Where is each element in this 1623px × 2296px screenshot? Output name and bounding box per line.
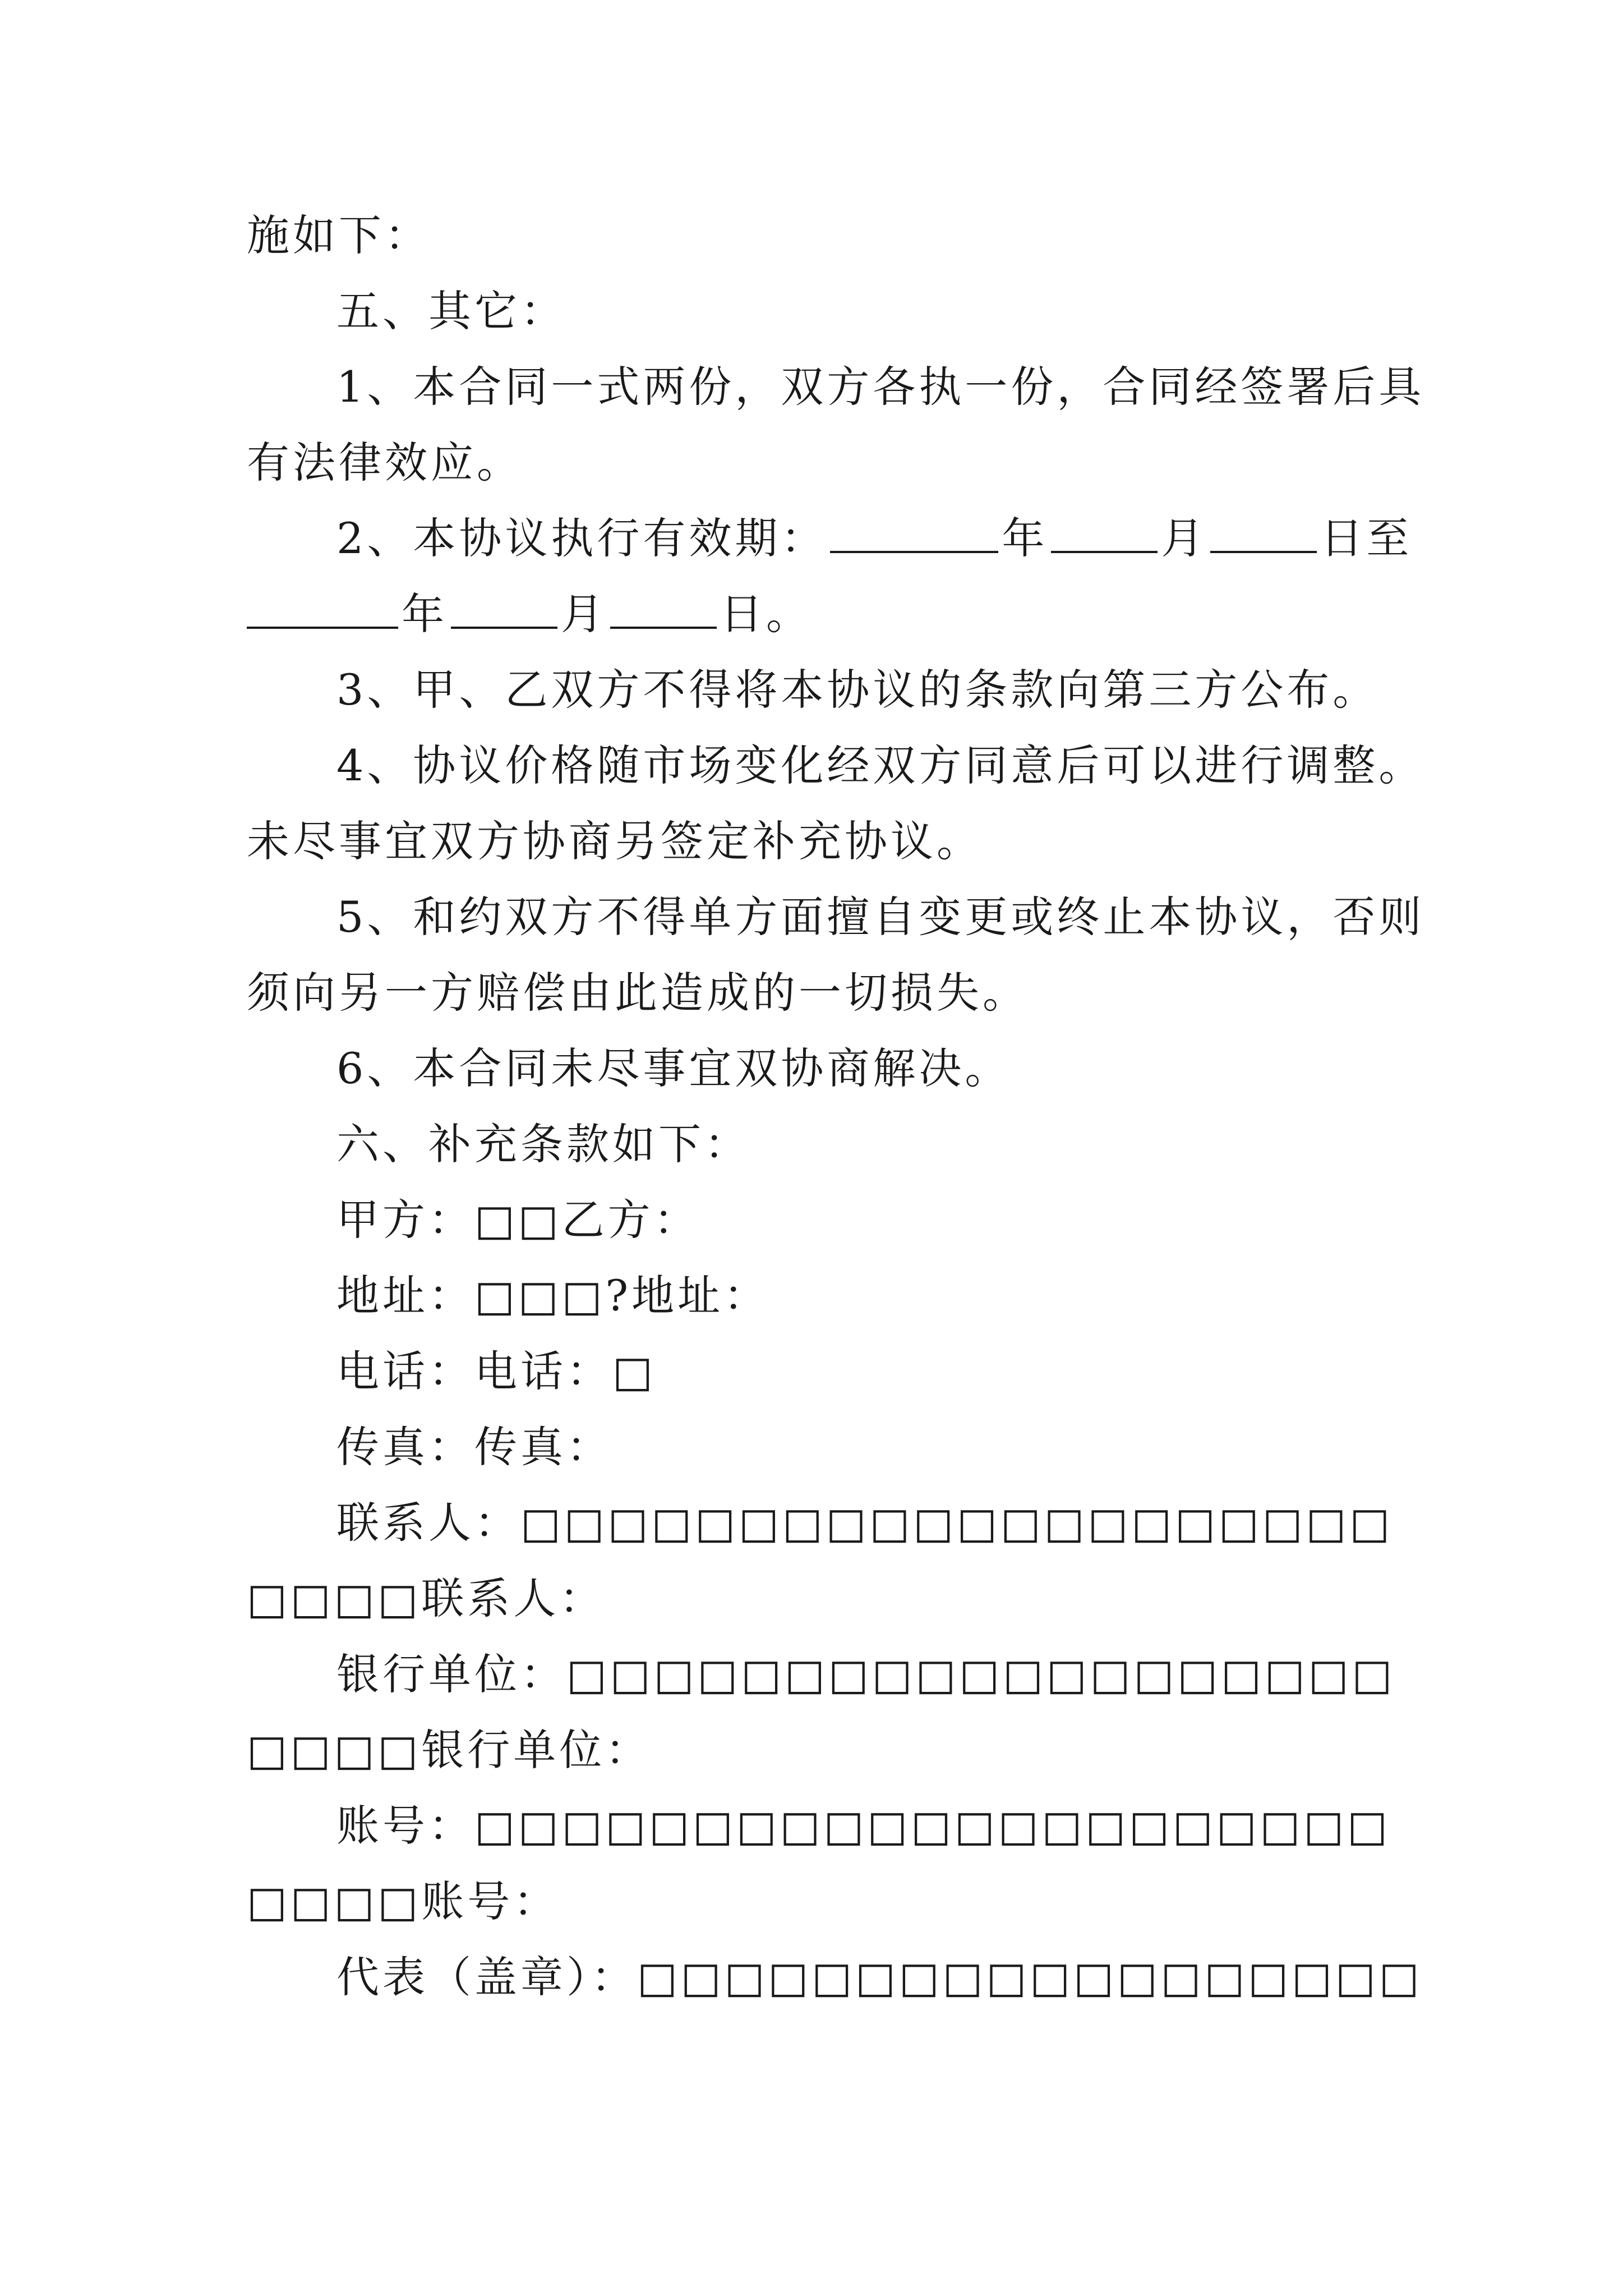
- bank-line: [336, 1646, 1395, 1703]
- paragraph-line: [247, 965, 1029, 1021]
- blank-end-year-field[interactable]: [247, 587, 398, 629]
- line-text: 年: [402, 589, 448, 639]
- line-text: 施如下：: [247, 210, 431, 260]
- line-text: 五、其它：: [336, 286, 566, 336]
- paragraph-line: [336, 738, 1424, 794]
- blank-end-day-field[interactable]: [610, 587, 717, 629]
- line-text: 电话：电话：□: [336, 1346, 656, 1396]
- blank-month-field[interactable]: [1051, 512, 1158, 553]
- line-text: 账号：□□□□□□□□□□□□□□□□□□□□□: [336, 1801, 1391, 1851]
- section-heading-supplementary: [336, 1116, 750, 1172]
- line-text: 地址：□□□?地址：: [336, 1271, 770, 1320]
- line-text: □□□□银行单位：: [247, 1725, 652, 1775]
- blank-day-field[interactable]: [1210, 512, 1317, 553]
- section-heading-others: [336, 283, 566, 339]
- blank-end-month-field[interactable]: [451, 587, 557, 629]
- line-text: 未尽事宜双方协商另签定补充协议。: [247, 816, 983, 866]
- line-text: 年: [1002, 513, 1048, 563]
- paragraph-line: [247, 813, 983, 869]
- blank-year-field[interactable]: [830, 512, 998, 553]
- contact-line-continued: [247, 1571, 605, 1627]
- line-text: 联系人：□□□□□□□□□□□□□□□□□□□□: [336, 1498, 1394, 1548]
- line-text: □□□□账号：: [247, 1876, 560, 1926]
- line-text: 六、补充条款如下：: [336, 1119, 750, 1169]
- bank-line-continued: [247, 1722, 651, 1778]
- fax-line: [336, 1419, 612, 1475]
- contact-line: [336, 1495, 1393, 1551]
- line-text: 有法律效应。: [247, 438, 523, 487]
- phone-line: [336, 1343, 656, 1400]
- line-text: 日至: [1320, 513, 1413, 563]
- line-text: 4、协议价格随市场变化经双方同意后可以进行调整。: [336, 740, 1425, 790]
- line-text: 5、和约双方不得单方面擅自变更或终止本协议，否则: [336, 892, 1425, 942]
- address-line: [336, 1268, 769, 1324]
- paragraph-line: [336, 662, 1378, 718]
- account-line: [336, 1798, 1391, 1854]
- line-text: □□□□联系人：: [247, 1573, 606, 1623]
- line-text: 日。: [720, 589, 812, 639]
- line-text: 6、本合同未尽事宜双协商解决。: [336, 1043, 1011, 1093]
- line-text: 2、本协议执行有效期：: [336, 513, 827, 563]
- line-text: 须向另一方赔偿由此造成的一切损失。: [247, 968, 1029, 1018]
- paragraph-line: [336, 889, 1425, 945]
- paragraph-line: [247, 208, 431, 264]
- line-text: 银行单位：□□□□□□□□□□□□□□□□□□□: [336, 1649, 1396, 1699]
- line-text: 传真：传真：: [336, 1422, 612, 1472]
- party-line: [336, 1192, 700, 1248]
- line-text: 甲方：□□乙方：: [336, 1195, 700, 1245]
- paragraph-line: [336, 1041, 1011, 1097]
- validity-period-line: [336, 510, 1412, 567]
- representative-seal-line: [336, 1949, 1423, 2005]
- validity-period-end-line: [247, 586, 812, 642]
- account-line-continued: [247, 1874, 559, 1930]
- line-text: 1、本合同一式两份，双方各执一份，合同经签署后具: [336, 362, 1425, 412]
- paragraph-line: [336, 359, 1425, 415]
- line-text: 月: [561, 589, 607, 639]
- line-text: 代表（盖章）：□□□□□□□□□□□□□□□□□□: [336, 1952, 1423, 2002]
- paragraph-line: [247, 435, 523, 491]
- line-text: 3、甲、乙双方不得将本协议的条款向第三方公布。: [336, 665, 1379, 715]
- line-text: 月: [1161, 513, 1207, 563]
